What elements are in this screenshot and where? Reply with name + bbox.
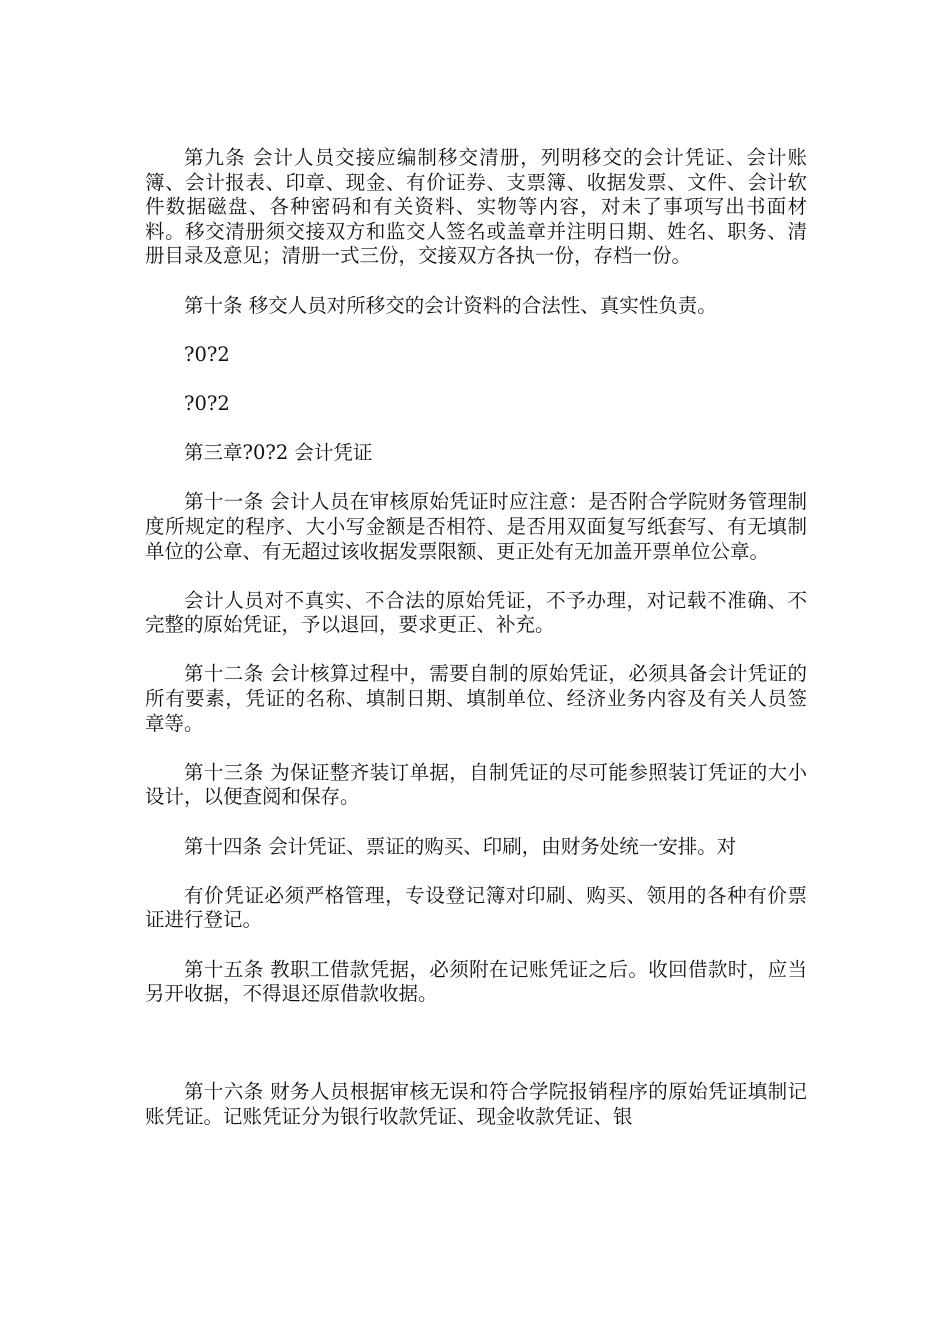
placeholder-line-1: ?0?2	[184, 342, 230, 366]
chapter-3-heading: 第三章?0?2 会计凭证	[184, 441, 373, 465]
article-14-paragraph: 第十四条 会计凭证、票证的购买、印刷，由财务处统一安排。对	[184, 834, 737, 858]
article-13-paragraph: 第十三条 为保证整齐装订单据，自制凭证的尽可能参照装订凭证的大小设计，以便查阅和保存。	[145, 760, 807, 809]
article-12-paragraph: 第十二条 会计核算过程中，需要自制的原始凭证，必须具备会计凭证的所有要素，凭证的名称、填制日期、填制单位、经济业务内容及有关人员签章等。	[145, 662, 807, 735]
article-16-paragraph: 第十六条 财务人员根据审核无误和符合学院报销程序的原始凭证填制记账凭证。记账凭证分为银行收款凭证、现金收款凭证、银	[145, 1080, 807, 1128]
document-page	[145, 146, 807, 1130]
article-9-paragraph: 第九条 会计人员交接应编制移交清册，列明移交的会计凭证、会计账簿、会计报表、印章、现金、有价证券、支票簿、收据发票、文件、会计软件数据磁盘、各种密码和有关资料、实物等内容，对未了事项写出书面材料。移交清册须交接双方和监交人签名或盖章并注明日期、姓名、职务、清册目录及意见；清册一式三份，交接双方各执一份，存档一份。	[145, 146, 807, 268]
section-gap	[145, 1031, 807, 1080]
placeholder-line-2: ?0?2	[184, 391, 230, 415]
article-11-paragraph: 第十一条 会计人员在审核原始凭证时应注意：是否附合学院财务管理制度所规定的程序、大小写金额是否相符、是否用双面复写纸套写、有无填制单位的公章、有无超过该收据发票限额、更正处有无加盖开票单位公章。	[145, 490, 807, 563]
article-14-continuation: 有价凭证必须严格管理，专设登记簿对印刷、购买、领用的各种有价票证进行登记。	[145, 883, 807, 932]
article-10-paragraph: 第十条 移交人员对所移交的会计资料的合法性、真实性负责。	[184, 293, 717, 317]
article-11-continuation: 会计人员对不真实、不合法的原始凭证，不予办理，对记载不准确、不完整的原始凭证，予以退回，要求更正、补充。	[145, 588, 807, 637]
article-15-paragraph: 第十五条 教职工借款凭据，必须附在记账凭证之后。收回借款时，应当另开收据，不得退还原借款收据。	[145, 957, 807, 1006]
